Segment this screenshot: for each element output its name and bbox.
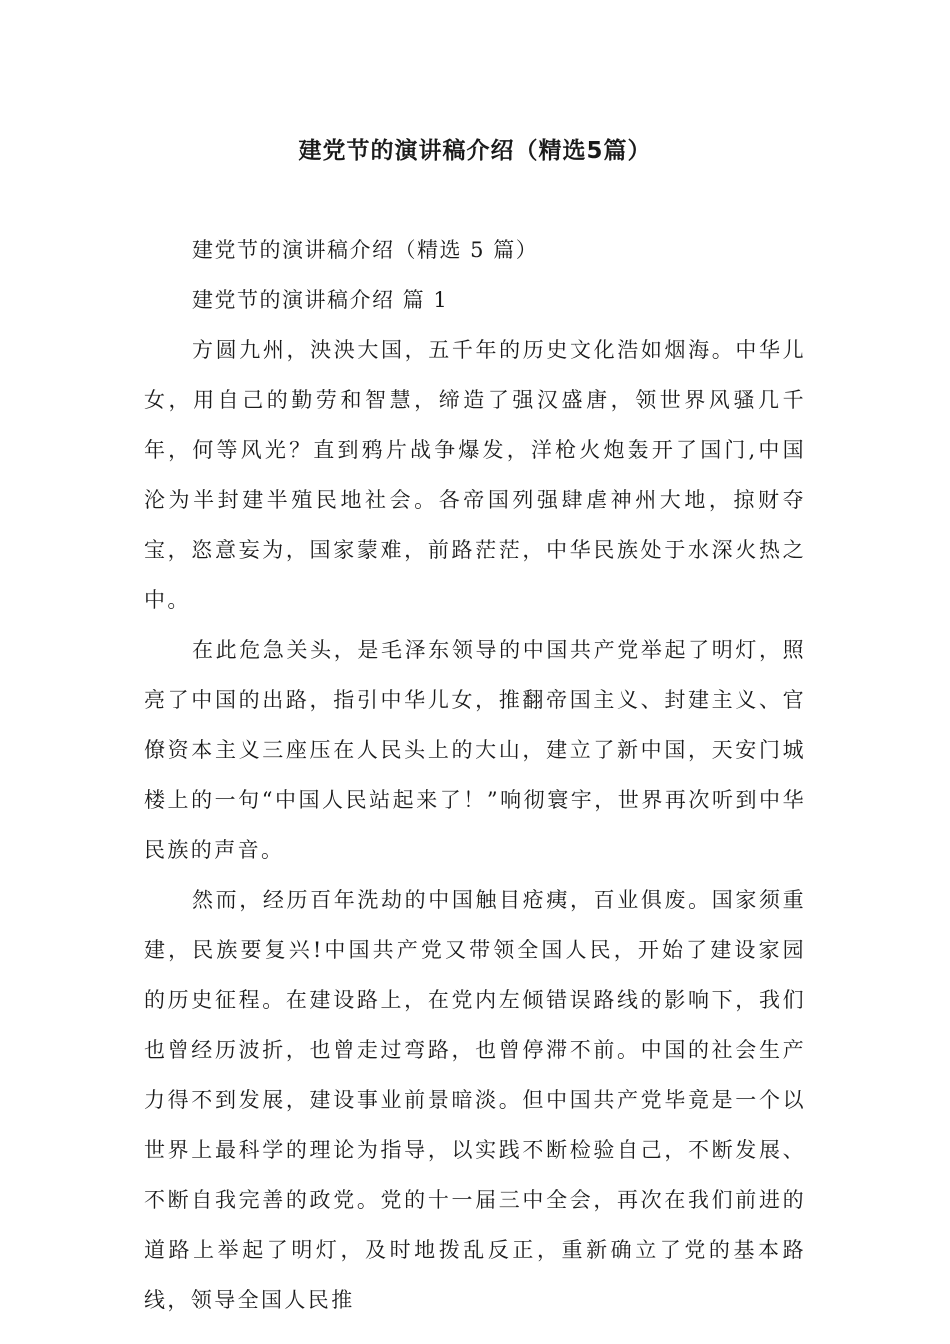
document-subtitle: 建党节的演讲稿介绍（精选 5 篇） [192, 238, 539, 262]
document-body [144, 225, 806, 1325]
section-heading: 建党节的演讲稿介绍 篇 1 [192, 288, 449, 312]
paragraph: 在此危急关头，是毛泽东领导的中国共产党举起了明灯，照亮了中国的出路，指引中华儿女，推翻帝国主义、封建主义、官僚资本主义三座压在人民头上的大山，建立了新中国，天安门城楼上的一句“中国人民站起来了！”响彻寰宇，世界再次听到中华民族的声音。 [144, 638, 806, 862]
paragraph: 方圆九州，泱泱大国，五千年的历史文化浩如烟海。中华儿女，用自己的勤劳和智慧，缔造了强汉盛唐，领世界风骚几千年，何等风光？直到鸦片战争爆发，洋枪火炮轰开了国门,中国沦为半封建半殖民地社会。各帝国列强肆虐神州大地，掠财夺宝，恣意妄为，国家蒙难，前路茫茫，中华民族处于水深火热之中。 [144, 338, 806, 612]
paragraph: 然而，经历百年洗劫的中国触目疮痍，百业俱废。国家须重建，民族要复兴!中国共产党又带领全国人民，开始了建设家园的历史征程。在建设路上，在党内左倾错误路线的影响下，我们也曾经历波折，也曾走过弯路，也曾停滞不前。中国的社会生产力得不到发展，建设事业前景暗淡。但中国共产党毕竟是一个以世界上最科学的理论为指导，以实践不断检验自己，不断发展、不断自我完善的政党。党的十一届三中全会，再次在我们前进的道路上举起了明灯，及时地拨乱反正，重新确立了党的基本路线，领导全国人民推 [144, 888, 806, 1312]
document-title: 建党节的演讲稿介绍（精选5篇） [298, 138, 652, 164]
